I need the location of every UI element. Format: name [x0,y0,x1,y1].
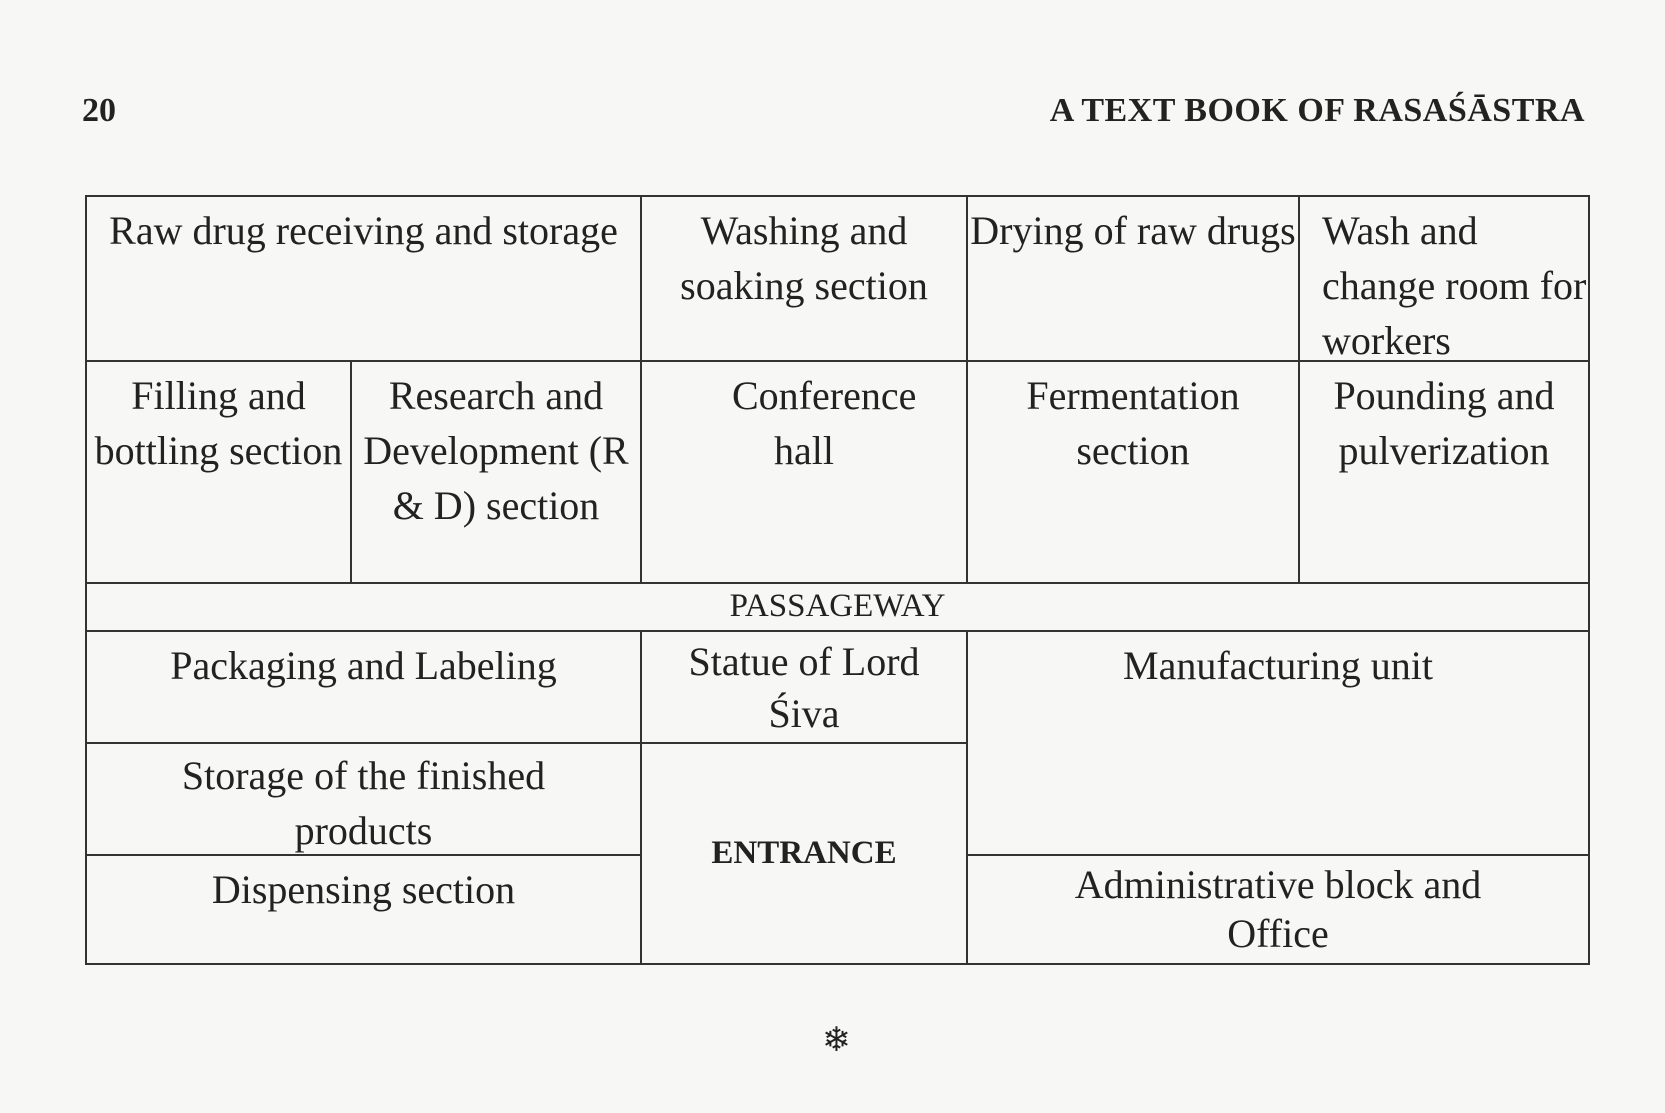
research-label: Research and Development (R & D) section [363,373,629,528]
washing-soaking-section [642,197,968,362]
pounding-label: Pounding and pulverization [1333,373,1555,473]
raw-drug-receiving-storage [87,197,642,362]
statue-lord-siva [642,632,968,744]
manufacturing-label: Manufacturing unit [1123,643,1433,688]
filling-label: Filling and bottling section [94,373,343,473]
page-number: 20 [82,92,116,129]
raw-drug-label: Raw drug receiving and storage [109,208,618,253]
washing-label: Washing and soaking section [680,208,928,308]
statue-label: Statue of Lord Śiva [688,639,920,736]
fermentation-section [968,362,1300,584]
entrance-label: ENTRANCE [711,835,897,871]
administrative-block-office [968,856,1588,963]
fermentation-label: Fermentation section [1026,373,1240,473]
storage-finished-label: Storage of the finished products [181,753,546,853]
packaging-label: Packaging and Labeling [170,643,557,688]
research-development-section [352,362,642,584]
entrance [642,744,968,963]
storage-finished-products [87,744,642,856]
conference-hall [642,362,968,584]
dispensing-label: Dispensing section [211,867,516,912]
pounding-pulverization [1300,362,1588,584]
passageway-label: PASSAGEWAY [729,588,946,624]
factory-layout-plan [85,195,1590,965]
manufacturing-unit [968,632,1588,856]
drying-label: Drying of raw drugs [970,208,1296,253]
conference-label: Conference hall [732,373,917,473]
dispensing-section [87,856,642,963]
filling-bottling-section [87,362,352,584]
passageway [87,584,1588,632]
administrative-label: Administrative block and Office [1074,862,1482,956]
snowflake-ornament-icon: ❄ [822,1020,851,1060]
wash-change-label: Wash and change room for workers [1322,208,1587,363]
wash-change-room [1300,197,1588,362]
packaging-labeling [87,632,642,744]
drying-raw-drugs [968,197,1300,362]
running-title: A TEXT BOOK OF RASAŚĀSTRA [1049,92,1585,129]
